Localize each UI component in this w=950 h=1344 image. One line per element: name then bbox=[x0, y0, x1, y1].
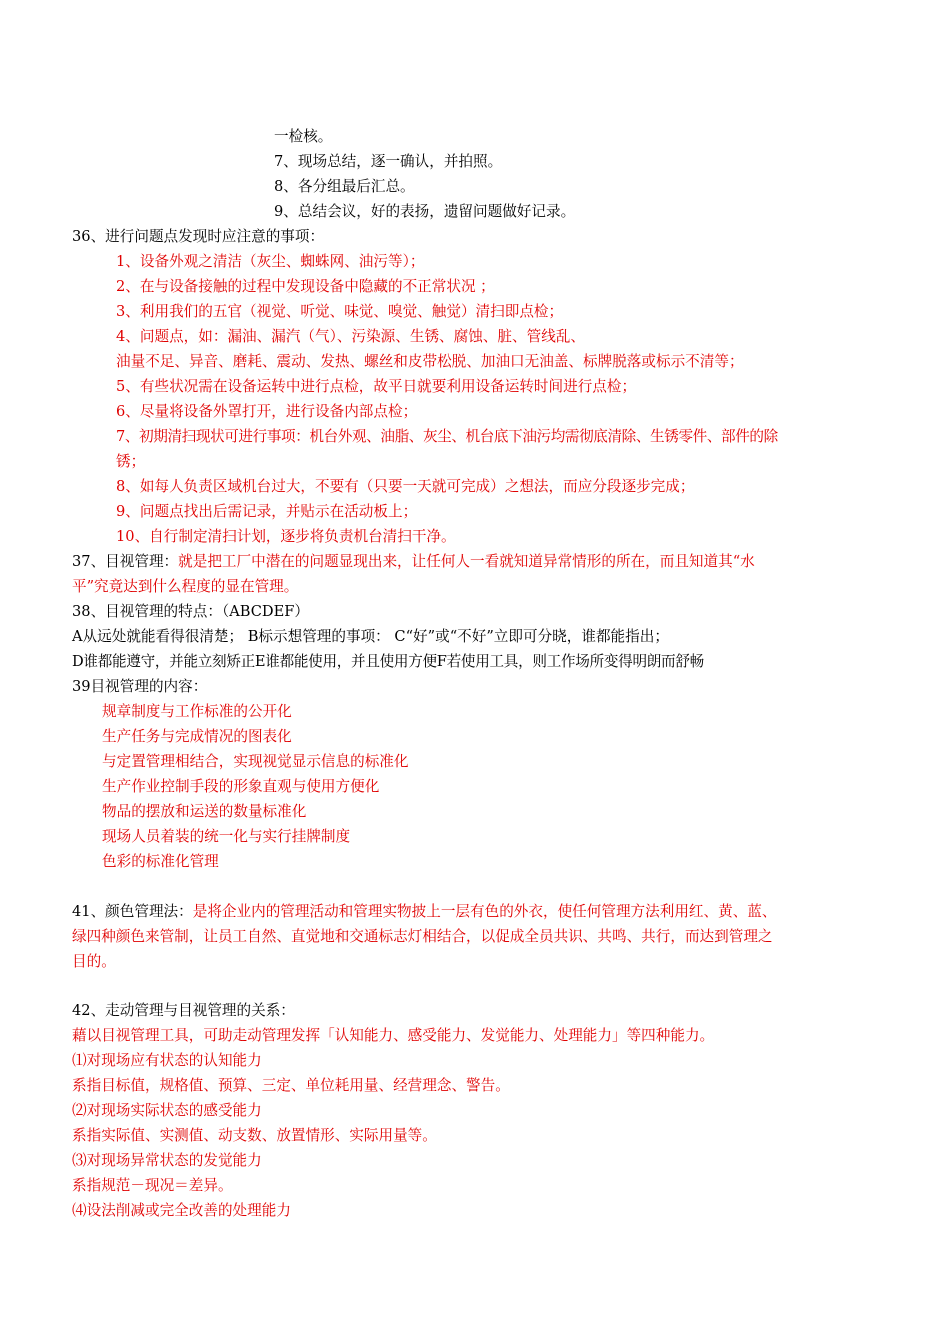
section-36-heading: 36、进行问题点发现时应注意的事项： bbox=[72, 228, 325, 245]
list-item: 8、如每人负责区域机台过大，不要有（只要一天就可完成）之想法，而应分段逐步完成； bbox=[116, 478, 695, 495]
list-item: 一检核。 bbox=[274, 128, 333, 145]
list-item: 系指目标值，规格值、预算、三定、单位耗用量、经营理念、警告。 bbox=[72, 1077, 510, 1094]
list-item: 与定置管理相结合，实现视觉显示信息的标准化 bbox=[102, 753, 409, 770]
list-item: 2、在与设备接触的过程中发现设备中隐藏的不正常状况 ； bbox=[116, 278, 495, 295]
list-item: 生产作业控制手段的形象直观与使用方便化 bbox=[102, 778, 380, 795]
section-41-text-cont: 绿四种颜色来管制，让员工自然、直觉地和交通标志灯相结合，以促成全员共识、共鸣、共行，而达到管理之 bbox=[72, 928, 773, 945]
section-41-label: 41、颜色管理法： bbox=[72, 903, 193, 920]
section-37-line bbox=[72, 549, 755, 574]
section-41-line bbox=[72, 899, 777, 924]
list-item: 锈； bbox=[116, 453, 146, 470]
list-item: 规章制度与工作标准的公开化 bbox=[102, 703, 292, 720]
list-item: 7、初期清扫现状可进行事项：机台外观、油脂、灰尘、机台底下油污均需彻底清除、生锈零件、部件的除 bbox=[116, 428, 778, 445]
list-item: ⑴对现场应有状态的认知能力 bbox=[72, 1052, 262, 1069]
list-item: 7、现场总结，逐一确认，并拍照。 bbox=[274, 153, 503, 170]
list-item: 8、各分组最后汇总。 bbox=[274, 178, 415, 195]
list-item: 物品的摆放和运送的数量标准化 bbox=[102, 803, 307, 820]
list-item: ⑵对现场实际状态的感受能力 bbox=[72, 1102, 262, 1119]
section-38-line-1: A从远处就能看得很清楚； B标示想管理的事项： C“好”或“不好”立即可分晓，谁都能指出； bbox=[72, 628, 669, 645]
list-item: 现场人员着装的统一化与实行挂牌制度 bbox=[102, 828, 351, 845]
list-item: 色彩的标准化管理 bbox=[102, 853, 219, 870]
section-38-line-2: D谁都能遵守，并能立刻矫正E谁都能使用，并且使用方便F若使用工具，则工作场所变得明朗而舒畅 bbox=[72, 653, 704, 670]
list-item: 10、自行制定清扫计划，逐步将负责机台清扫干净。 bbox=[116, 528, 456, 545]
list-item: ⑷设法削减或完全改善的处理能力 bbox=[72, 1202, 291, 1219]
section-42-intro: 藉以目视管理工具，可助走动管理发挥「认知能力、感受能力、发觉能力、处理能力」等四种能力。 bbox=[72, 1027, 715, 1044]
list-item: 9、问题点找出后需记录，并贴示在活动板上； bbox=[116, 503, 418, 520]
list-item: 1、设备外观之清洁（灰尘、蜘蛛网、油污等）； bbox=[116, 253, 425, 270]
list-item: 4、问题点，如：漏油、漏汽（气）、污染源、生锈、腐蚀、脏、管线乱、 bbox=[116, 328, 585, 345]
section-38-heading: 38、目视管理的特点：（ABCDEF） bbox=[72, 603, 309, 620]
list-item: 5、有些状况需在设备运转中进行点检，故平日就要利用设备运转时间进行点检； bbox=[116, 378, 637, 395]
section-42-heading: 42、走动管理与目视管理的关系： bbox=[72, 1002, 295, 1019]
section-39-heading: 39目视管理的内容： bbox=[72, 678, 208, 695]
list-item: 3、利用我们的五官（视觉、听觉、味觉、嗅觉、触觉）清扫即点检； bbox=[116, 303, 564, 320]
section-37-text-cont: 平”究竟达到什么程度的显在管理。 bbox=[72, 578, 299, 595]
list-item: 系指规范－现况＝差异。 bbox=[72, 1177, 233, 1194]
list-item: 9、总结会议，好的表扬，遗留问题做好记录。 bbox=[274, 203, 576, 220]
list-item: 油量不足、异音、磨耗、震动、发热、螺丝和皮带松脱、加油口无油盖、标牌脱落或标示不清等； bbox=[116, 353, 744, 370]
list-item: 生产任务与完成情况的图表化 bbox=[102, 728, 292, 745]
section-37-label: 37、目视管理： bbox=[72, 553, 179, 570]
list-item: 6、尽量将设备外罩打开，进行设备内部点检； bbox=[116, 403, 418, 420]
list-item: 系指实际值、实测值、动支数、放置情形、实际用量等。 bbox=[72, 1127, 437, 1144]
section-41-text-cont: 目的。 bbox=[72, 953, 116, 970]
section-37-text: 就是把工厂中潜在的问题显现出来，让任何人一看就知道异常情形的所在，而且知道其“水 bbox=[178, 553, 755, 570]
section-41-text: 是将企业内的管理活动和管理实物披上一层有色的外衣，使任何管理方法利用红、黄、蓝、 bbox=[192, 903, 777, 920]
list-item: ⑶对现场异常状态的发觉能力 bbox=[72, 1152, 262, 1169]
